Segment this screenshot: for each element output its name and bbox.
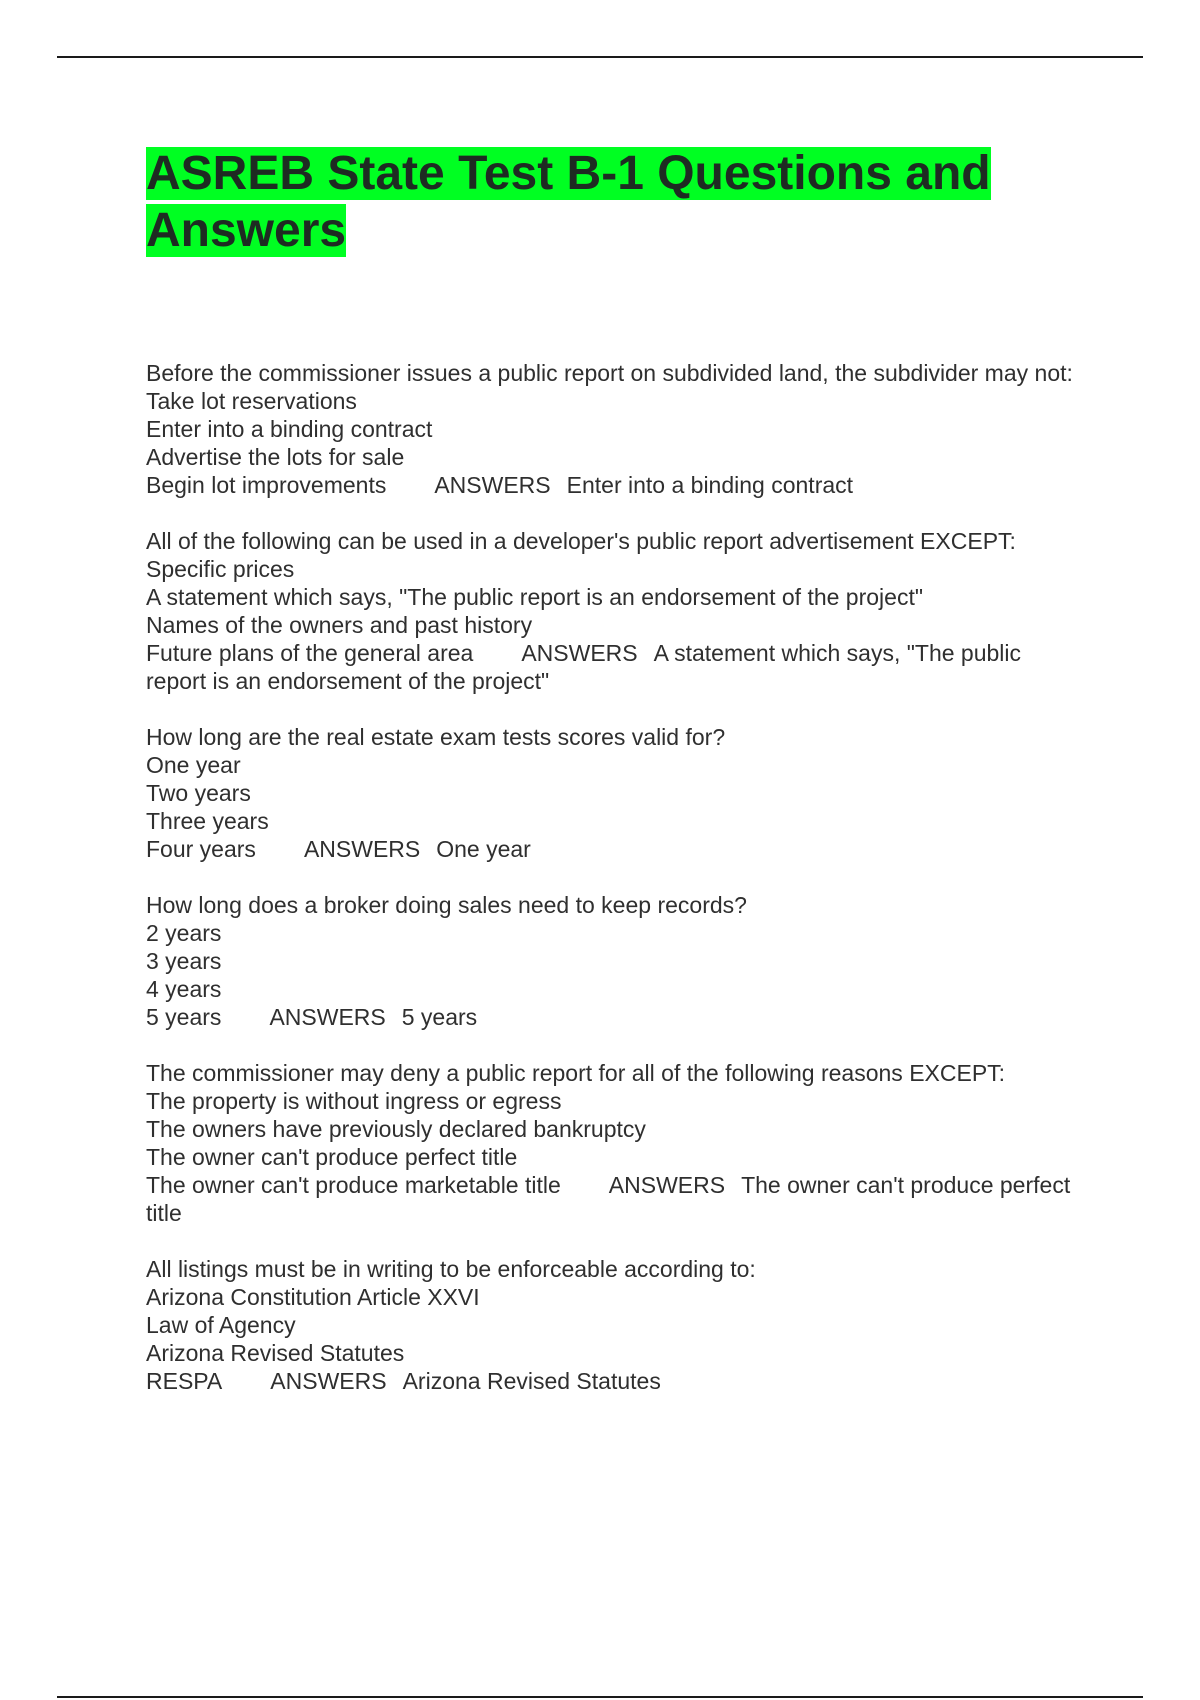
answers-keyword: ANSWERS — [434, 472, 551, 498]
question-text: How long does a broker doing sales need to keep records? — [146, 892, 747, 918]
answer-text: A statement which says, "The public report is an endorsement of the project" — [146, 640, 1022, 694]
qa-item — [146, 527, 1086, 695]
option: The owner can't produce marketable title — [146, 1172, 561, 1198]
option: 2 years — [146, 920, 222, 946]
question-text: How long are the real estate exam tests scores valid for? — [146, 724, 726, 750]
option: 5 years — [146, 1004, 222, 1030]
option: Two years — [146, 780, 251, 806]
option: Enter into a binding contract — [146, 416, 433, 442]
option: 3 years — [146, 948, 222, 974]
qa-item — [146, 1059, 1086, 1227]
answers-keyword: ANSWERS — [608, 1172, 726, 1198]
option: Begin lot improvements — [146, 472, 387, 498]
qa-item — [146, 359, 1086, 499]
option: Specific prices — [146, 556, 295, 582]
question-text: All listings must be in writing to be enforceable according to: — [146, 1256, 756, 1282]
option: Three years — [146, 808, 269, 834]
option: RESPA — [146, 1368, 223, 1394]
option: 4 years — [146, 976, 222, 1002]
option: Arizona Constitution Article XXVI — [146, 1284, 480, 1310]
question-text: Before the commissioner issues a public report on subdivided land, the subdivider may not: — [146, 360, 1073, 386]
answer-text: The owner can't produce perfect title — [146, 1172, 1071, 1226]
option: The property is without ingress or egress — [146, 1088, 562, 1114]
answers-keyword: ANSWERS — [270, 1368, 387, 1394]
bottom-rule — [57, 1696, 1143, 1698]
answer-text: Enter into a binding contract — [566, 472, 854, 498]
title-highlight: ASREB State Test B-1 Questions and Answers — [146, 147, 991, 257]
qa-item — [146, 723, 1086, 863]
option: The owner can't produce perfect title — [146, 1144, 518, 1170]
option: Take lot reservations — [146, 388, 357, 414]
option: Advertise the lots for sale — [146, 444, 405, 470]
answers-keyword: ANSWERS — [269, 1004, 386, 1030]
document-title — [146, 145, 1086, 259]
qa-list — [146, 359, 1086, 1395]
option: Four years — [146, 836, 256, 862]
option: The owners have previously declared bankruptcy — [146, 1116, 646, 1142]
answer-text: One year — [436, 836, 531, 862]
answers-keyword: ANSWERS — [303, 836, 421, 862]
question-text: All of the following can be used in a developer's public report advertisement EXCEPT: — [146, 528, 1016, 554]
document-body — [146, 145, 1086, 1423]
option: One year — [146, 752, 241, 778]
answers-keyword: ANSWERS — [521, 640, 638, 666]
option: Law of Agency — [146, 1312, 296, 1338]
option: Names of the owners and past history — [146, 612, 533, 638]
top-rule — [57, 56, 1143, 58]
answer-text: Arizona Revised Statutes — [402, 1368, 661, 1394]
qa-item — [146, 891, 1086, 1031]
option: Future plans of the general area — [146, 640, 474, 666]
answer-text: 5 years — [401, 1004, 478, 1030]
option: Arizona Revised Statutes — [146, 1340, 405, 1366]
qa-item — [146, 1255, 1086, 1395]
question-text: The commissioner may deny a public report for all of the following reasons EXCEPT: — [146, 1060, 1006, 1086]
option: A statement which says, "The public report is an endorsement of the project" — [146, 584, 924, 610]
